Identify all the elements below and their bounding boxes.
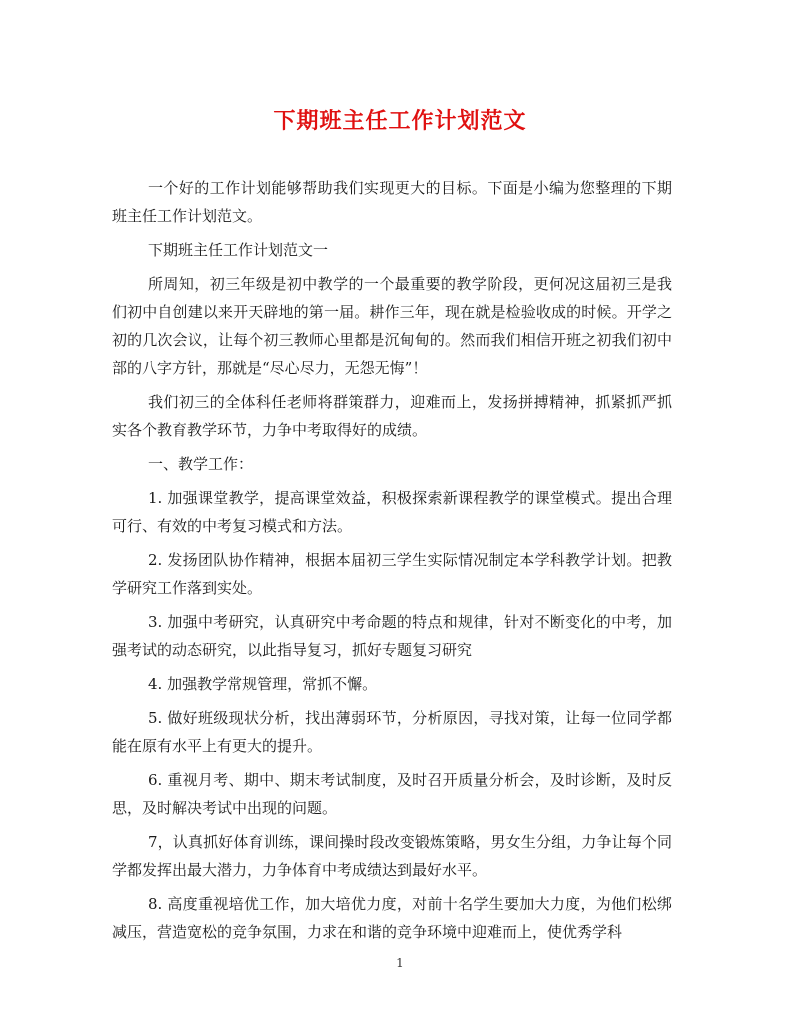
subsection-heading: 一、教学工作： bbox=[148, 455, 254, 473]
document-body bbox=[112, 174, 672, 952]
intro-paragraph: 一个好的工作计划能够帮助我们实现更大的目标。下面是小编为您整理的下期班主任工作计划范文。 bbox=[112, 179, 672, 225]
list-item-7: 7，认真抓好体育训练，课间操时段改变锻炼策略，男女生分组，力争让每个同学都发挥出最大潜力，力争体育中考成绩达到最好水平。 bbox=[112, 833, 672, 879]
document-title: 下期班主任工作计划范文 bbox=[273, 108, 527, 134]
list-item-1: 1. 加强课堂教学，提高课堂效益，积极探索新课程教学的课堂模式。提出合理可行、有效的中考复习模式和方法。 bbox=[112, 489, 672, 535]
list-item-6: 6. 重视月考、期中、期末考试制度，及时召开质量分析会，及时诊断，及时反思，及时解决考试中出现的问题。 bbox=[112, 771, 672, 817]
list-item-5: 5. 做好班级现状分析，找出薄弱环节，分析原因，寻找对策，让每一位同学都能在原有水平上有更大的提升。 bbox=[112, 709, 672, 755]
list-item-2: 2. 发扬团队协作精神，根据本届初三学生实际情况制定本学科教学计划。把教学研究工作落到实处。 bbox=[112, 551, 672, 597]
section-heading-1: 下期班主任工作计划范文一 bbox=[148, 241, 329, 259]
list-item-4: 4. 加强教学常规管理，常抓不懈。 bbox=[148, 675, 378, 693]
list-item-3: 3. 加强中考研究，认真研究中考命题的特点和规律，针对不断变化的中考，加强考试的动态研究，以此指导复习，抓好专题复习研究 bbox=[112, 613, 672, 659]
body-paragraph: 所周知，初三年级是初中教学的一个最重要的教学阶段，更何况这届初三是我们初中自创建以来开天辟地的第一届。耕作三年，现在就是检验收成的时候。开学之初的几次会议，让每个初三教师心里都是沉甸甸的。然而我们相信开班之初我们初中部的八字方针，那就是“尽心尽力，无怨无悔”！ bbox=[112, 275, 672, 377]
body-paragraph: 我们初三的全体科任老师将群策群力，迎难而上，发扬拼搏精神，抓紧抓严抓实各个教育教学环节，力争中考取得好的成绩。 bbox=[112, 393, 672, 439]
list-item-8: 8. 高度重视培优工作，加大培优力度，对前十名学生要加大力度，为他们松绑减压，营造宽松的竞争氛围，力求在和谐的竞争环境中迎难而上，使优秀学科 bbox=[112, 895, 672, 941]
page-number: 1 bbox=[396, 956, 404, 970]
